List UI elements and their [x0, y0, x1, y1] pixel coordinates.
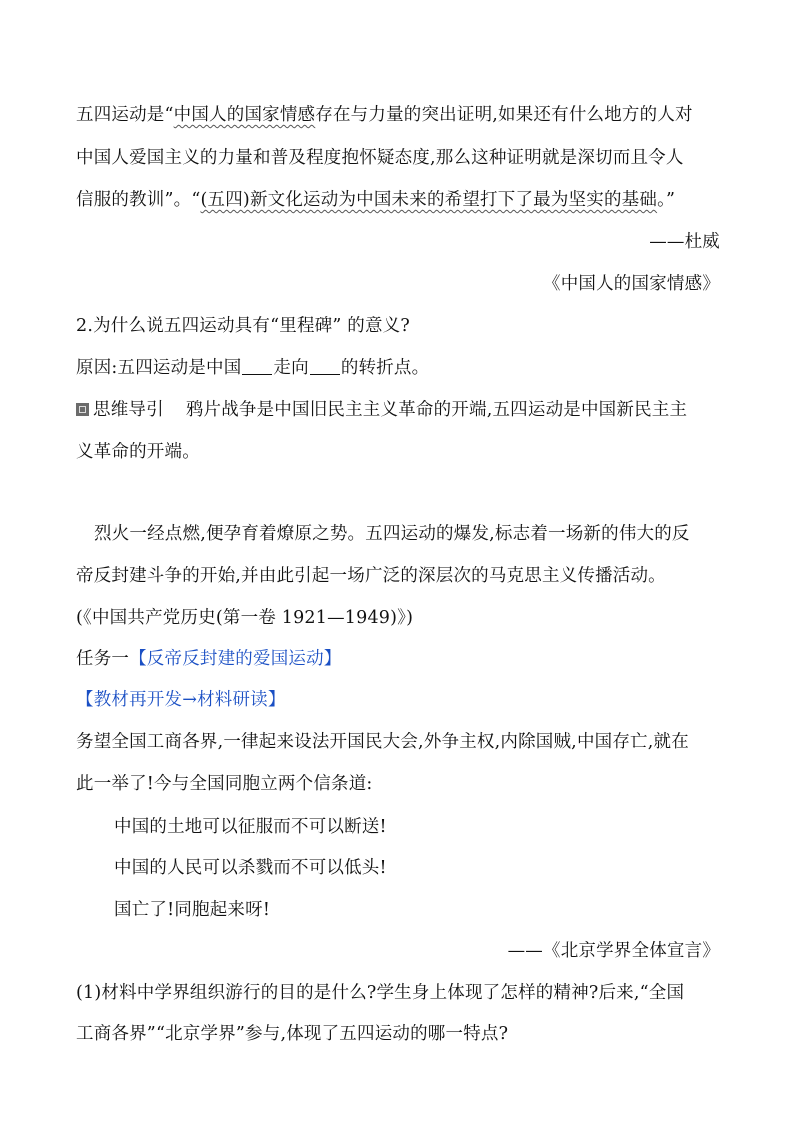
- guide-line1: [76, 398, 720, 422]
- task-prefix: 任务一: [76, 649, 130, 669]
- guide-line2: 义革命的开端。: [76, 442, 200, 462]
- underlined-text: 中国人的国家情感: [173, 105, 316, 125]
- underlined-text: (五四)新文化运动为中国未来的希望打下了最为坚实的基础: [200, 190, 658, 210]
- guide-label: 思维导引: [93, 400, 164, 420]
- task1-heading: [76, 647, 720, 671]
- fill-blank[interactable]: [310, 356, 340, 375]
- material2-item1: 中国的土地可以征服而不可以断送!: [114, 817, 387, 837]
- quote-line3: (《中国共产党历史(第一卷 1921—1949)》): [76, 608, 414, 628]
- text-span: 的转折点。: [340, 358, 430, 378]
- fill-blank[interactable]: [242, 356, 272, 375]
- material1-line1: [76, 103, 720, 127]
- question2-title: 2.为什么说五四运动具有“里程碑” 的意义?: [76, 316, 410, 336]
- text-span: 。”: [657, 190, 676, 210]
- task1-subtitle: 【教材再开发→材料研读】: [76, 690, 286, 710]
- material2-item2: 中国的人民可以杀戮而不可以低头!: [114, 858, 387, 878]
- text-span: 五四运动是“: [76, 105, 174, 125]
- material2-line1: 务望全国工商各界,一律起来设法开国民大会,外争主权,内除国贼,中国存亡,就在: [76, 732, 689, 752]
- task-title: 【反帝反封建的爱国运动】: [129, 649, 342, 669]
- quote-line1: 烈火一经点燃,便孕育着燎原之势。五四运动的爆发,标志着一场新的伟大的反: [94, 524, 690, 544]
- quote-line2: 帝反封建斗争的开始,并由此引起一场广泛的深层次的马克思主义传播活动。: [76, 566, 666, 586]
- question2-answer: [76, 356, 720, 380]
- text-span: 走向: [273, 358, 309, 378]
- question1-line1: (1)材料中学界组织游行的目的是什么?学生身上体现了怎样的精神?后来,“全国: [76, 983, 685, 1003]
- material1-line2: 中国人爱国主义的力量和普及程度抱怀疑态度,那么这种证明就是深切而且令人: [76, 148, 684, 168]
- material1-line3: [76, 188, 720, 212]
- material1-author: ——杜威: [649, 232, 720, 252]
- material2-line2: 此一举了!今与全国同胞立两个信条道:: [76, 774, 373, 794]
- guide-icon: [76, 403, 89, 416]
- material1-source: 《中国人的国家情感》: [543, 274, 720, 294]
- text-span: 原因:五四运动是中国: [76, 358, 242, 378]
- text-span: 存在与力量的突出证明,如果还有什么地方的人对: [315, 105, 693, 125]
- material2-item3: 国亡了!同胞起来呀!: [114, 900, 271, 920]
- material2-source: ——《北京学界全体宣言》: [507, 941, 720, 961]
- text-span: 鸦片战争是中国旧民主主义革命的开端,五四运动是中国新民主主: [185, 400, 688, 420]
- text-span: 信服的教训”。“: [76, 190, 201, 210]
- question1-line2: 工商各界”“北京学界”参与,体现了五四运动的哪一特点?: [76, 1024, 509, 1044]
